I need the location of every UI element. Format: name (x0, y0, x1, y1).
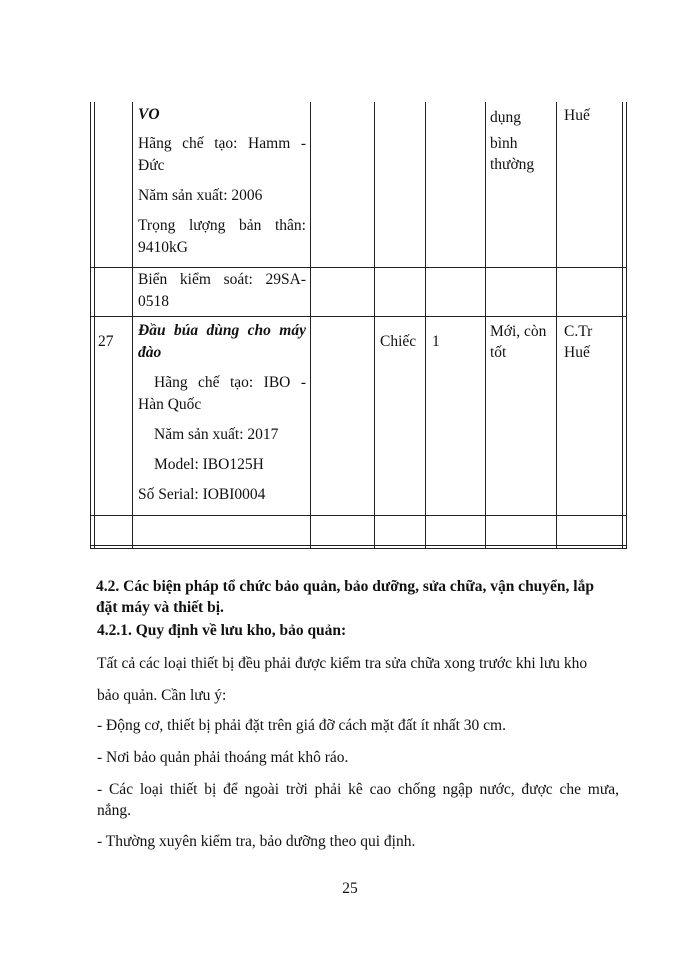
table-col-divider (556, 102, 557, 549)
row3-stt: 27 (98, 333, 114, 350)
table-row-divider (90, 515, 627, 516)
section-subheading: 4.2.1. Quy định về lưu kho, bảo quản: (97, 622, 347, 639)
row3-desc-line: Năm sản xuất: 2017 (154, 426, 279, 443)
row1-desc-line: Năm sản xuất: 2006 (138, 187, 263, 204)
row3-title-line: Đầu búa dùng cho máy (138, 322, 306, 339)
bullet-item: - Các loại thiết bị để ngoài trời phải kê cao chống ngập nước, được che mưa, (97, 781, 619, 798)
row2-desc-line: 0518 (138, 293, 169, 310)
row1-title: VO (138, 106, 160, 123)
row1-desc-line: 9410kG (138, 239, 188, 256)
row3-location-line: C.Tr (564, 323, 593, 340)
row3-title-line: đào (138, 344, 162, 361)
bullet-item-continuation: nắng. (97, 802, 132, 819)
row1-description (138, 104, 306, 259)
row3-desc-line: Model: IBO125H (154, 456, 264, 473)
row3-location (564, 321, 592, 363)
table-border-right-inner (622, 102, 623, 549)
section-heading-line: đặt máy và thiết bị. (96, 599, 224, 616)
row1-desc-line: Hãng chế tạo: Hamm - (138, 135, 306, 152)
row3-status-line: tốt (490, 344, 507, 361)
section-heading-line: 4.2. Các biện pháp tổ chức bảo quản, bảo dưỡng, sửa chữa, vận chuyển, lắp (96, 578, 594, 595)
intro-line: bảo quản. Cần lưu ý: (97, 687, 227, 704)
table-border-right (626, 102, 627, 549)
row3-qty: 1 (432, 333, 440, 350)
row3-status (490, 321, 546, 363)
row3-desc-line: Hàn Quốc (138, 396, 202, 413)
table-row-divider (90, 267, 627, 268)
row1-status (490, 105, 534, 178)
row3-desc-line: Hãng chế tạo: IBO - (154, 374, 306, 391)
row1-desc-line: Đức (138, 157, 165, 174)
row1-status-line: bình (490, 135, 518, 152)
row3-unit: Chiếc (380, 333, 417, 350)
intro-paragraph (97, 648, 622, 712)
row3-status-line: Mới, còn (490, 323, 547, 340)
table-col-divider (132, 102, 133, 549)
bullet-item: - Động cơ, thiết bị phải đặt trên giá đỡ cách mặt đất ít nhất 30 cm. (97, 717, 506, 734)
table-col-divider (374, 102, 375, 549)
row3-location-line: Huế (564, 344, 590, 361)
row3-desc-line: Số Serial: IOBI0004 (138, 486, 266, 503)
table-border-bottom (90, 548, 627, 549)
row1-desc-line: Trọng lượng bản thân: (138, 217, 306, 234)
page-number: 25 (342, 880, 358, 897)
row3-description (138, 320, 306, 506)
bullet-item: - Thường xuyên kiểm tra, bảo dưỡng theo qui định. (97, 833, 416, 850)
table-row-divider (90, 316, 627, 317)
table-border-bottom-inner (90, 545, 627, 546)
table-border-left (90, 102, 91, 549)
row2-desc-line: Biển kiểm soát: 29SA- (138, 271, 306, 288)
table-border-left-inner (94, 102, 95, 549)
table-col-divider (310, 102, 311, 549)
equipment-table (90, 102, 627, 549)
table-col-divider (485, 102, 486, 549)
row1-location: Huế (564, 107, 590, 124)
row1-status-line: dụng (490, 109, 521, 126)
section-heading (96, 576, 624, 618)
bullet-item: - Nơi bảo quản phải thoáng mát khô ráo. (97, 749, 349, 766)
intro-line: Tất cả các loại thiết bị đều phải được kiểm tra sửa chữa xong trước khi lưu kho (97, 655, 588, 672)
table-col-divider (425, 102, 426, 549)
row1-status-line: thường (490, 156, 535, 173)
row2-description (138, 269, 306, 313)
